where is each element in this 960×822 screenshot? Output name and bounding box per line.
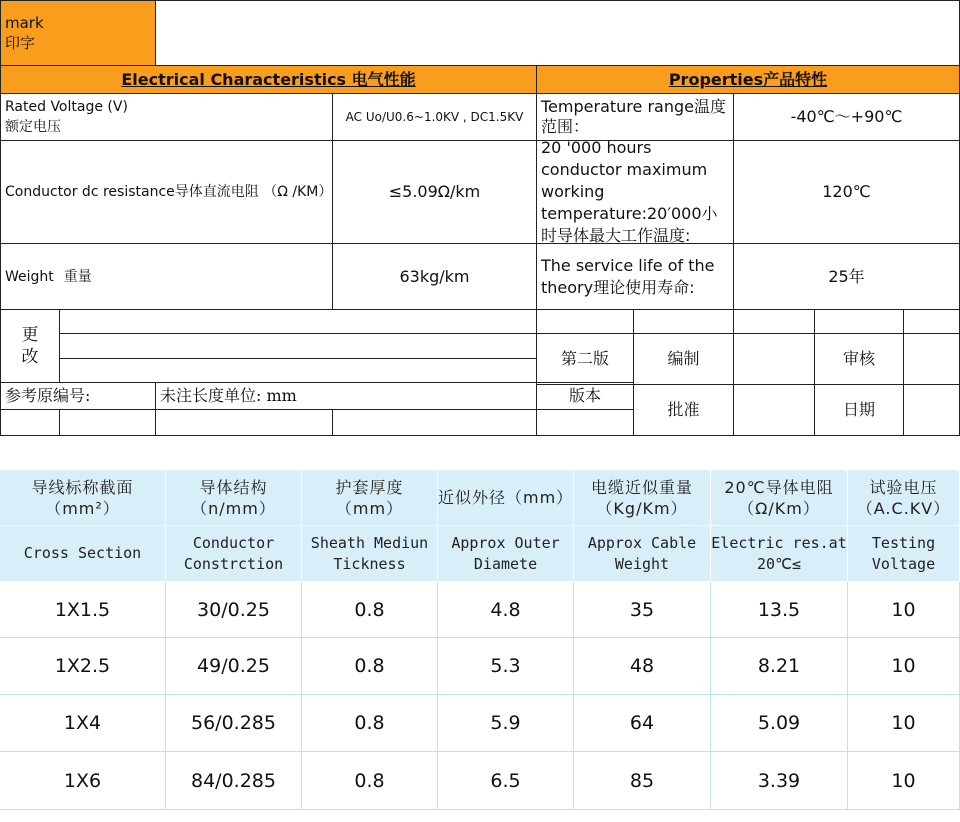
header-en <box>711 533 846 575</box>
table-cell <box>711 752 848 810</box>
table-cell-value: 56/0.285 <box>191 712 276 734</box>
electrical-header: Electrical Characteristics 电气性能 <box>121 69 416 89</box>
bottom-blank-2 <box>59 409 156 436</box>
header-en <box>588 533 696 575</box>
header-cn-line: （Ω/Km） <box>738 498 820 518</box>
header-en-line: Constrction <box>183 554 284 573</box>
max-temp-value-cell <box>733 140 960 244</box>
header-cn <box>335 477 403 519</box>
table-cell-value: 10 <box>891 769 916 792</box>
max-temp-label: 20 '000 hours conductor maximum working temperature:20′000小时导体最大工作温度: <box>541 138 718 245</box>
table-cell-value: 5.9 <box>490 712 521 734</box>
table-cell-value: 0.8 <box>354 598 385 621</box>
table-cell-value: 8.21 <box>757 655 801 677</box>
header-en-cell <box>0 526 166 582</box>
table-cell-value: 1X2.5 <box>54 655 111 677</box>
table-cell <box>711 582 848 638</box>
header-en <box>24 543 141 564</box>
table-cell <box>0 638 166 695</box>
mark-label-cn: 印字 <box>5 34 36 52</box>
header-en-cell <box>711 526 848 582</box>
table-cell-value: 6.5 <box>490 769 521 792</box>
header-cn-line: 试验电压 <box>869 477 938 497</box>
mark-value-cell <box>155 0 960 66</box>
edition: 第二版 <box>560 349 609 368</box>
header-en <box>451 533 559 575</box>
header-cn-line: 导体结构 <box>199 477 268 497</box>
bottom-blank-4 <box>332 409 537 436</box>
header-cn-cell <box>848 470 960 526</box>
blank-cell-d <box>814 309 904 334</box>
table-cell <box>848 582 960 638</box>
table-cell-value: 49/0.25 <box>197 655 270 677</box>
blank-cell-b <box>633 309 734 334</box>
unit-note-cell <box>155 382 537 410</box>
header-cn <box>857 477 950 519</box>
table-cell <box>848 638 960 695</box>
table-cell <box>302 582 438 638</box>
table-cell <box>848 695 960 752</box>
bottom-blank-1 <box>0 409 60 436</box>
header-en <box>872 533 935 575</box>
review-cell <box>814 333 904 385</box>
electrical-header-cell <box>0 65 537 94</box>
table-cell-value: 3.39 <box>757 769 801 792</box>
table-cell-value: 0.8 <box>354 655 385 677</box>
header-cn <box>591 477 693 519</box>
blank-cell-a <box>536 309 634 334</box>
change-label-cell <box>0 309 60 383</box>
header-en-line: Sheath Mediun <box>310 533 429 552</box>
header-en-line: Electric res.at <box>711 533 847 552</box>
table-cell <box>711 695 848 752</box>
rated-voltage-label-cn: 额定电压 <box>5 119 61 135</box>
weight-label-en: Weight <box>5 268 54 285</box>
header-cn-line: （mm） <box>335 498 404 518</box>
mark-label-cell <box>0 0 156 66</box>
table-cell-value: 0.8 <box>354 769 385 792</box>
header-cn-line: 护套厚度 <box>335 477 404 497</box>
change-line-1 <box>59 309 537 334</box>
weight-value: 63kg/km <box>399 266 470 286</box>
table-cell-value: 5.3 <box>490 655 521 677</box>
header-en-line: 20℃≤ <box>757 554 801 573</box>
compile-label: 编制 <box>667 349 700 368</box>
table-cell <box>166 752 302 810</box>
table-cell <box>574 695 711 752</box>
table-cell <box>848 752 960 810</box>
temp-range-value-cell <box>733 93 960 141</box>
max-temp-label-cell <box>536 140 734 244</box>
approve-sign-cell <box>733 384 815 436</box>
table-cell <box>438 695 574 752</box>
review-sign-cell <box>903 333 960 385</box>
table-cell <box>166 638 302 695</box>
version-label: 版本 <box>568 386 601 405</box>
table-cell-value: 1X1.5 <box>54 598 111 621</box>
header-cn-line: （Kg/Km） <box>596 498 688 518</box>
rated-voltage-label-en: Rated Voltage (V) <box>5 99 128 115</box>
date-cell <box>814 384 904 436</box>
ref-no-cell <box>0 382 156 410</box>
table-cell <box>166 582 302 638</box>
table-cell <box>574 638 711 695</box>
table-cell <box>574 752 711 810</box>
table-cell-value: 30/0.25 <box>197 598 270 621</box>
header-en-cell <box>848 526 960 582</box>
header-en-line: Diamete <box>473 554 538 573</box>
cable-spec-table <box>0 470 960 810</box>
rated-voltage-value-cell <box>332 93 537 141</box>
header-en-cell <box>166 526 302 582</box>
max-temp-value: 120℃ <box>822 182 871 201</box>
header-cn-line: （A.C.KV） <box>856 498 951 518</box>
bottom-blank-3 <box>155 409 333 436</box>
properties-header-cell <box>536 65 960 94</box>
table-cell <box>166 695 302 752</box>
compile-cell <box>633 333 734 385</box>
header-cn <box>31 477 133 519</box>
table-cell-value: 13.5 <box>757 598 801 621</box>
weight-label-cell <box>0 243 333 310</box>
temp-range-label: Temperature range温度范围： <box>541 97 726 136</box>
header-cn-line: 导线标称截面 <box>31 477 134 497</box>
table-cell <box>302 638 438 695</box>
rated-voltage-value: AC Uo/U0.6~1.0KV , DC1.5KV <box>345 110 524 124</box>
table-cell-value: 1X4 <box>63 712 102 734</box>
table-cell <box>574 582 711 638</box>
change-line-3 <box>59 358 537 383</box>
conductor-resistance-value: ≤5.09Ω/km <box>388 182 481 201</box>
header-cn-line: 20℃导体电阻 <box>724 477 834 497</box>
header-cn <box>438 487 573 508</box>
header-en-cell <box>438 526 574 582</box>
compile-sign-cell <box>733 333 815 385</box>
table-cell-value: 85 <box>629 769 655 792</box>
change-label: 更改 <box>21 325 39 367</box>
bottom-blank-5 <box>536 409 634 436</box>
table-cell <box>302 695 438 752</box>
header-cn <box>724 477 833 519</box>
table-cell <box>0 752 166 810</box>
table-cell-value: 10 <box>891 598 916 621</box>
header-cn-line: （n/mm） <box>191 498 276 518</box>
table-cell-value: 10 <box>891 712 916 734</box>
header-en-line: Conductor <box>192 533 275 552</box>
header-en-cell <box>574 526 711 582</box>
table-cell-value: 84/0.285 <box>191 769 276 792</box>
table-cell <box>0 695 166 752</box>
table-cell <box>438 752 574 810</box>
header-en <box>311 533 428 575</box>
table-cell <box>302 752 438 810</box>
approve-cell <box>633 384 734 436</box>
header-cn-cell <box>574 470 711 526</box>
header-cn-line: （mm²） <box>45 498 120 518</box>
unit-note: 未注长度单位: mm <box>160 386 297 405</box>
date-value-cell <box>903 384 960 436</box>
conductor-resistance-label-cell <box>0 140 333 244</box>
table-cell <box>0 582 166 638</box>
rated-voltage-label-cell <box>0 93 333 141</box>
table-cell <box>438 638 574 695</box>
table-cell-value: 35 <box>629 598 655 621</box>
weight-label-cn: 重量 <box>63 268 92 285</box>
edition-cell <box>536 333 634 385</box>
header-cn <box>191 477 276 519</box>
header-en-cell <box>302 526 438 582</box>
service-life-label-cell <box>536 243 734 310</box>
header-cn-cell <box>0 470 166 526</box>
approve-label: 批准 <box>667 400 700 419</box>
table-cell-value: 5.09 <box>757 712 801 734</box>
table-cell <box>438 582 574 638</box>
header-en-line: Approx Cable <box>587 533 697 552</box>
date-label: 日期 <box>842 400 875 419</box>
table-cell-value: 1X6 <box>63 769 102 792</box>
temp-range-label-cell <box>536 93 734 141</box>
service-life-label: The service life of the theory理论使用寿命: <box>541 255 715 297</box>
header-cn-cell <box>166 470 302 526</box>
mark-label-en: mark <box>5 14 44 32</box>
conductor-resistance-value-cell <box>332 140 537 244</box>
header-cn-line: 电缆近似重量 <box>590 477 693 497</box>
temp-range-value: -40℃～+90℃ <box>790 107 903 126</box>
change-line-2 <box>59 333 537 359</box>
header-cn-cell <box>711 470 848 526</box>
version-cell <box>536 382 634 410</box>
header-en-line: Weight <box>614 554 670 573</box>
table-cell-value: 48 <box>629 655 655 677</box>
ref-no-label: 参考原编号: <box>5 386 91 405</box>
review-label: 审核 <box>842 349 875 368</box>
header-en-line: Testing <box>871 533 936 552</box>
header-en <box>184 533 283 575</box>
table-cell <box>711 638 848 695</box>
table-cell-value: 0.8 <box>354 712 385 734</box>
service-life-value-cell <box>733 243 960 310</box>
header-en-line: Cross Section <box>23 544 142 562</box>
header-cn-cell <box>302 470 438 526</box>
header-cn-cell <box>438 470 574 526</box>
header-en-line: Approx Outer <box>451 533 560 552</box>
table-cell-value: 64 <box>629 712 655 734</box>
weight-value-cell <box>332 243 537 310</box>
service-life-value: 25年 <box>828 266 865 286</box>
blank-cell-c <box>733 309 815 334</box>
table-cell-value: 4.8 <box>490 598 521 621</box>
header-cn-line: 近似外径（mm） <box>438 488 574 507</box>
properties-header: Properties产品特性 <box>668 69 828 89</box>
header-en-line: Voltage <box>871 554 936 573</box>
blank-cell-e <box>903 309 960 334</box>
header-en-line: Tickness <box>333 554 406 573</box>
table-cell-value: 10 <box>891 655 916 677</box>
conductor-resistance-label: Conductor dc resistance导体直流电阻 （Ω /KM） <box>5 184 333 200</box>
